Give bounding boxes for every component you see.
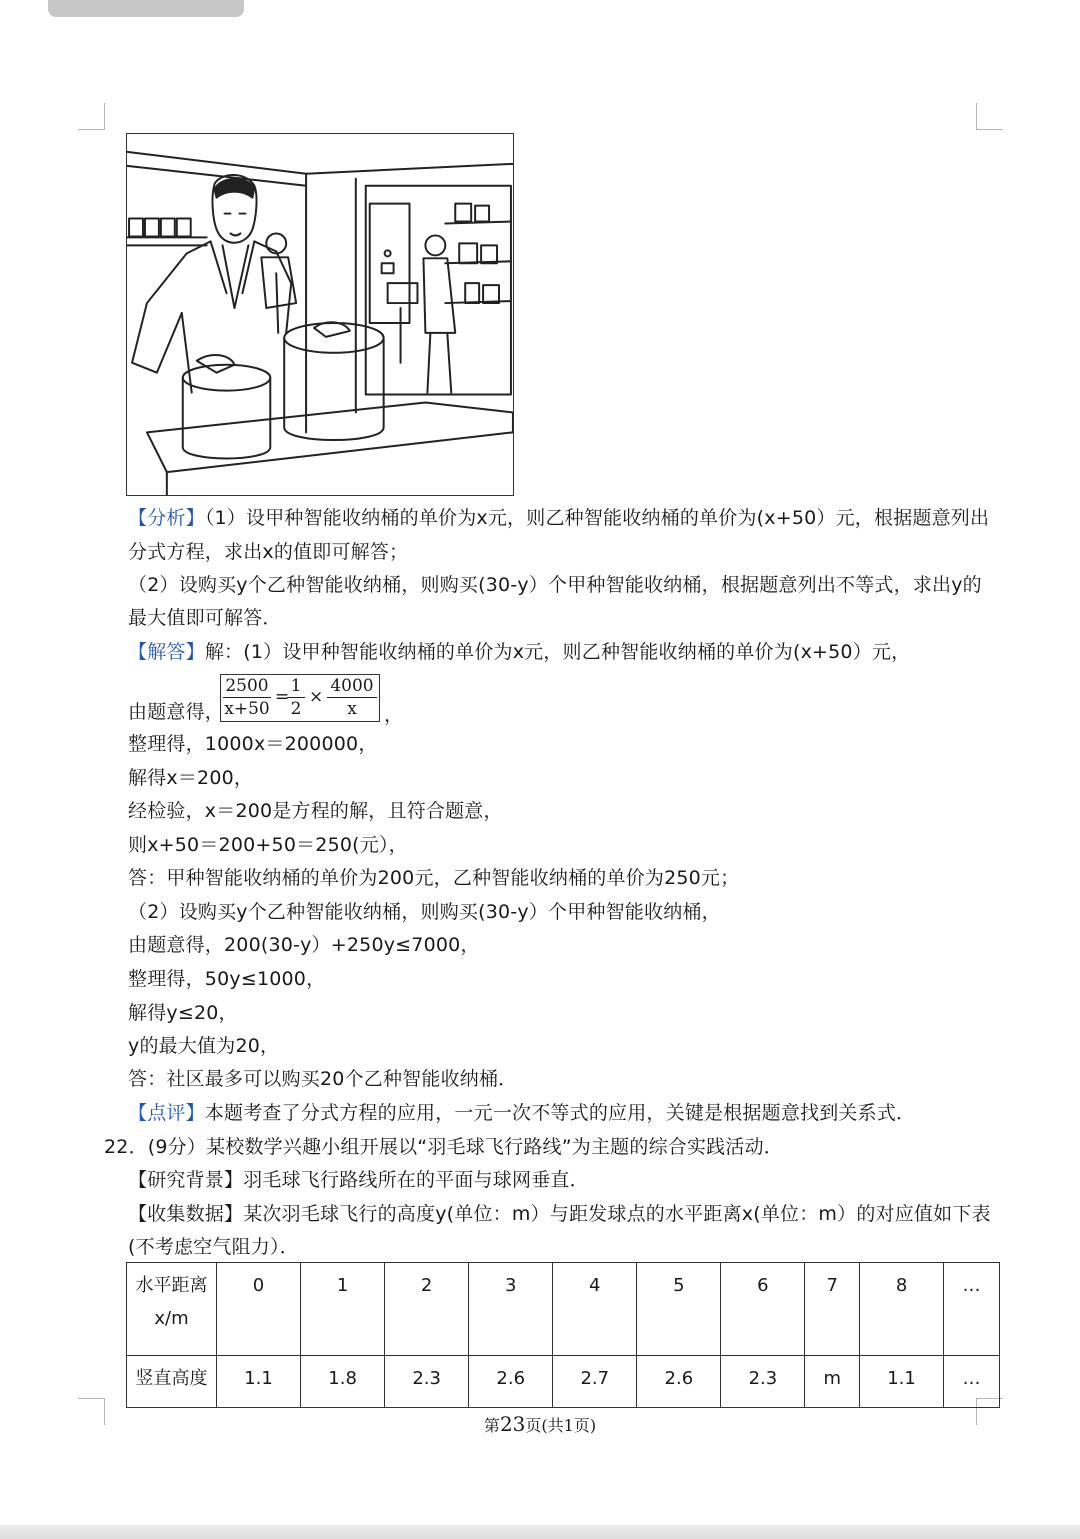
analysis-tag: 【分析】 (128, 507, 205, 529)
question-22-title: 22．(9分）某校数学兴趣小组开展以“羽毛球飞行路线”为主题的综合实践活动． (104, 1136, 783, 1158)
table-cell: 3 (469, 1263, 553, 1356)
header-line-2: x/m (154, 1308, 189, 1329)
collect-data-text: 某次羽毛球飞行的高度y(单位：m）与距发球点的水平距离x(单位：m）的对应值如下表 (243, 1203, 991, 1225)
solution-line-5: 经检验，x＝200是方程的解，且符合题意， (128, 800, 503, 822)
table-row-horizontal-distance (127, 1263, 1000, 1356)
table-cell: 2.3 (385, 1356, 469, 1408)
solution-line-1 (128, 640, 910, 664)
analysis-line-3: （2）设购买y个乙种智能收纳桶，则购买(30-y）个甲种智能收纳桶，根据题意列出不等式，求出y的 (128, 574, 982, 596)
fraction-2-numerator: 1 (290, 676, 302, 696)
solution-line-3: 整理得，1000x＝200000， (128, 733, 378, 755)
solution-line-11: 解得y≤20， (128, 1002, 238, 1024)
analysis-line-1 (128, 506, 989, 530)
table-cell: 1.8 (301, 1356, 385, 1408)
table-cell: … (944, 1263, 1000, 1356)
analysis-line-2: 分式方程，求出x的值即可解答； (128, 541, 409, 563)
solution-tag: 【解答】 (128, 641, 205, 663)
footer-suffix: 页(共1页) (525, 1416, 597, 1435)
comment-tag: 【点评】 (128, 1102, 205, 1124)
crop-mark-top-left (78, 103, 105, 130)
research-background-tag: 【研究背景】 (128, 1169, 244, 1191)
times-sign: × (309, 687, 324, 707)
fraction-3-denominator: x (347, 699, 357, 719)
solution-text-1: 解：(1）设甲种智能收纳桶的单价为x元，则乙种智能收纳桶的单价为(x+50）元， (204, 641, 911, 663)
collect-data-line-2: (不考虑空气阻力）． (128, 1236, 299, 1258)
store-illustration (126, 133, 514, 496)
table-cell: 2.6 (637, 1356, 721, 1408)
solution-line-4: 解得x＝200， (128, 767, 254, 789)
bottom-scroll-bar (0, 1525, 1080, 1539)
fraction-2 (287, 675, 305, 720)
table-cell: 7 (805, 1263, 860, 1356)
table-cell: 1.1 (217, 1356, 301, 1408)
equation-trailing-comma: ， (384, 704, 404, 726)
equals-sign: = (275, 687, 290, 707)
table-cell: 2.7 (553, 1356, 637, 1408)
solution-line-6: 则x+50＝200+50＝250(元）， (128, 834, 408, 856)
research-background-line (128, 1168, 589, 1192)
footer-prefix: 第 (483, 1416, 500, 1435)
table-row-vertical-height (127, 1356, 1000, 1408)
top-tab-bar (48, 0, 244, 17)
table-cell: 2.3 (721, 1356, 805, 1408)
solution-line-8: （2）设购买y个乙种智能收纳桶，则购买(30-y）个甲种智能收纳桶， (128, 901, 721, 923)
table-cell: m (805, 1356, 860, 1408)
comment-line (128, 1101, 915, 1125)
crop-mark-top-right (976, 103, 1003, 130)
table-cell: … (944, 1356, 1000, 1408)
analysis-line-4: 最大值即可解答． (128, 607, 282, 629)
page-footer (0, 1412, 1080, 1436)
table-cell: 1.1 (860, 1356, 944, 1408)
fraction-1-denominator: x+50 (224, 699, 270, 719)
solution-line-7: 答：甲种智能收纳桶的单价为200元，乙种智能收纳桶的单价为250元； (128, 867, 740, 889)
table-cell: 2 (385, 1263, 469, 1356)
table-cell: 6 (721, 1263, 805, 1356)
footer-page-number: 23 (499, 1412, 526, 1436)
fraction-3 (327, 675, 377, 720)
solution-line-2-prefix: 由题意得， (128, 701, 225, 723)
table-cell: 4 (553, 1263, 637, 1356)
equation-box (220, 674, 380, 722)
analysis-text-1: （1）设甲种智能收纳桶的单价为x元，则乙种智能收纳桶的单价为(x+50）元，根据题意列出 (204, 507, 990, 529)
collect-data-line (128, 1202, 991, 1226)
fraction-2-denominator: 2 (290, 699, 302, 719)
flight-data-table (126, 1262, 1000, 1408)
table-cell: 0 (217, 1263, 301, 1356)
table-cell: 2.6 (469, 1356, 553, 1408)
solution-line-9: 由题意得，200(30-y）+250y≤7000， (128, 934, 480, 956)
fraction-3-numerator: 4000 (330, 676, 374, 696)
fraction-1 (223, 675, 271, 720)
fraction-1-numerator: 2500 (225, 676, 269, 696)
collect-data-tag: 【收集数据】 (128, 1203, 244, 1225)
table-header-vertical-height: 竖直高度 (127, 1356, 217, 1408)
table-cell: 1 (301, 1263, 385, 1356)
table-cell: 8 (860, 1263, 944, 1356)
header-line-1: 水平距离 (135, 1275, 208, 1296)
solution-line-10: 整理得，50y≤1000， (128, 968, 326, 990)
table-cell: 5 (637, 1263, 721, 1356)
research-background-text: 羽毛球飞行路线所在的平面与球网垂直． (243, 1169, 589, 1191)
solution-line-13: 答：社区最多可以购买20个乙种智能收纳桶． (128, 1068, 518, 1090)
table-header-horizontal-distance (127, 1263, 217, 1356)
solution-line-12: y的最大值为20， (128, 1035, 280, 1057)
comment-text: 本题考查了分式方程的应用，一元一次不等式的应用，关键是根据题意找到关系式． (204, 1102, 916, 1124)
